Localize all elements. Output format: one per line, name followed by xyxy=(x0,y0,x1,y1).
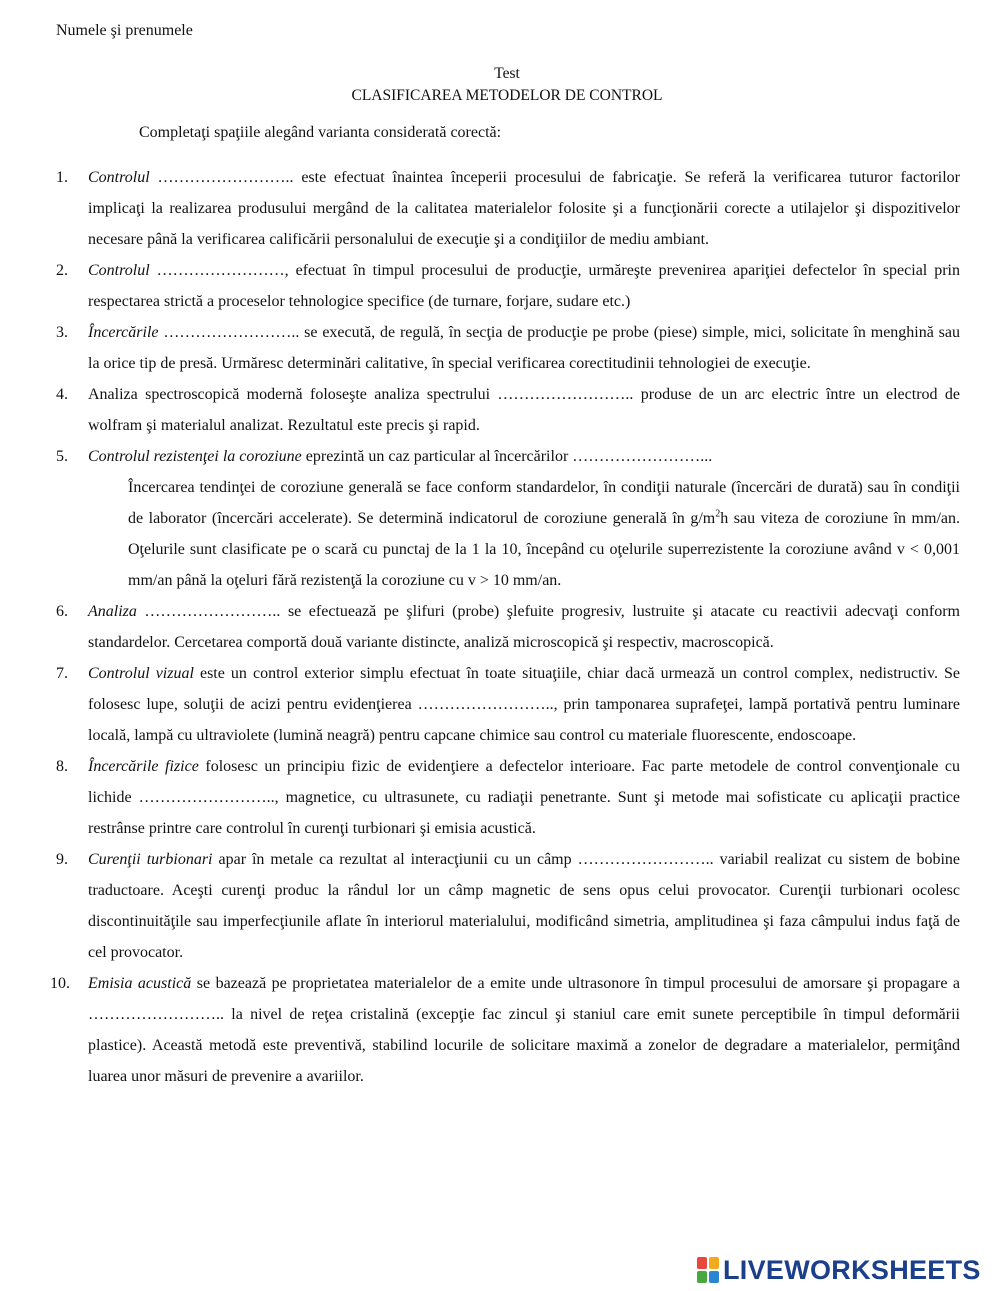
question-lead: Controlul xyxy=(88,169,150,186)
question-text: la nivel de reţea cristalină (excepţie fac zincul şi staniul care emit sunete perceptibile în timpul deformării plastice). Această metodă este preventivă, stabilind locurile de solicitare maximă a zonelor de degradare a materialelor, permiţând luarea unor măsuri de prevenire a avariilor. xyxy=(88,1006,960,1085)
question-2 xyxy=(56,255,960,317)
question-number: 6. xyxy=(56,603,68,620)
question-text: este un control exterior simplu efectuat în toate situaţiile, chiar dacă urmează un control complex, nedistructiv. Se folosesc lupe, soluţii de acizi pentru evidenţierea xyxy=(88,665,960,713)
question-lead: Analiza xyxy=(88,603,137,620)
question-text: se efectuează pe şlifuri (probe) şlefuite progresiv, lustruite şi atacate cu reactivii adecvaţi conform standardelor. Cercetarea comportă două variante distincte, analiză microscopică şi respectiv, macroscopică. xyxy=(88,603,960,651)
question-number: 9. xyxy=(56,851,68,868)
question-lead: Controlul rezistenţei la coroziune xyxy=(88,448,302,465)
question-text: se bazează pe proprietatea materialelor de a emite unde ultrasonore în timpul procesului de amorsare şi propagare a xyxy=(191,975,961,992)
question-text: , efectuat în timpul procesului de producţie, urmăreşte prevenirea apariţiei defectelor în special prin respectarea strictă a proceselor tehnologice specifice (de turnare, forjare, sudare etc.) xyxy=(88,262,960,310)
answer-blank[interactable]: …………………….. xyxy=(157,169,294,186)
question-text: . xyxy=(708,448,713,465)
question-text: eprezintă un caz particular al încercărilor xyxy=(301,448,573,465)
question-text: produse de un arc electric între un electrod de wolfram şi materialul analizat. Rezultatul este precis şi rapid. xyxy=(88,386,961,434)
answer-blank[interactable]: …………………….. xyxy=(88,1006,224,1023)
question-text: se execută, de regulă, în secţia de producţie pe probe (piese) simple, mici, solicitate în menghină sau la orice tip de presă. Urmăresc determinări calitative, în special verificarea corectitudinii tehnologiei de execuţie. xyxy=(88,324,961,372)
question-3 xyxy=(56,317,960,379)
question-9 xyxy=(56,844,960,968)
logo-block xyxy=(697,1257,707,1269)
question-lead: Încercările fizice xyxy=(88,758,199,775)
question-text: variabil realizat cu sistem de bobine traductoare. Aceşti curenţi produc la rândul lor un câmp magnetic de sens opus celui provocator. Curenţii turbionari ocolesc discontinuităţile sau imperfecţiunile aflate în interiorul materialului, modificând simetria, amplitudinea şi faza câmpului indus faţă de cel provocator. xyxy=(88,851,961,961)
question-lead: Controlul vizual xyxy=(88,665,194,682)
question-lead: Emisia acustică xyxy=(88,975,192,992)
question-text: folosesc un principiu fizic de evidenţiere a defectelor interioare. Fac parte metodele de control convenţionale cu lichide xyxy=(88,758,961,806)
question-list xyxy=(50,162,961,1092)
question-5 xyxy=(56,441,960,596)
liveworksheets-logo xyxy=(697,1252,981,1288)
test-subtitle: CLASIFICAREA METODELOR DE CONTROL xyxy=(351,87,663,104)
logo-block xyxy=(697,1271,707,1283)
logo-icon xyxy=(697,1257,719,1283)
logo-text: LIVEWORKSHEETS xyxy=(723,1254,981,1285)
student-name-label: Numele şi prenumele xyxy=(56,22,193,39)
question-number: 3. xyxy=(56,324,68,341)
question-number: 8. xyxy=(56,758,68,775)
question-1 xyxy=(56,162,960,255)
question-5-detail: Încercarea tendinţei de coroziune generală se face conform standardelor, în condiţii naturale (încercări de durată) sau în condiţii de laborator (încercări accelerate). Se determină indicatorul de coroziune generală în $g/m^2h$ sau viteza de coroziune în mm/an. Oţelurile sunt clasificate pe o scară cu punctaj de la 1 la 10, începând cu oţelurile superrezistente la coroziune având v < 0,001 mm/an până la oţeluri fără rezistenţă la coroziune cu v > 10 mm/an. xyxy=(128,479,960,589)
question-8 xyxy=(56,751,960,844)
answer-blank[interactable]: …………………….. xyxy=(577,851,714,868)
answer-blank[interactable]: …………………….. xyxy=(497,386,634,403)
question-number: 2. xyxy=(56,262,68,279)
question-number: 5. xyxy=(56,448,68,465)
question-number: 4. xyxy=(56,386,68,403)
question-text: apar în metale ca rezultat al interacţiunii cu un câmp xyxy=(212,851,578,868)
question-text: , magnetice, cu ultrasunete, cu radiaţii penetrante. Sunt şi metode mai sofisticate cu aplicaţii practice restrânse printre care controlul în curenţi turbionari şi emisia acustică. xyxy=(88,789,960,837)
logo-block xyxy=(709,1257,719,1269)
question-lead: Curenţii turbionari xyxy=(88,851,213,868)
test-title: Test xyxy=(494,65,520,82)
question-lead: Încercările xyxy=(88,324,159,341)
question-7 xyxy=(56,658,960,751)
question-number: 10. xyxy=(50,975,70,992)
answer-blank[interactable]: …………………….. xyxy=(417,696,554,713)
question-number: 7. xyxy=(56,665,68,682)
question-number: 1. xyxy=(56,169,68,186)
question-6 xyxy=(56,596,960,658)
question-lead: Controlul xyxy=(88,262,150,279)
question-10 xyxy=(50,968,961,1092)
answer-blank[interactable]: …………………….. xyxy=(144,603,281,620)
answer-blank[interactable]: …………………….. xyxy=(163,324,300,341)
answer-blank[interactable]: …………………….. xyxy=(572,448,709,465)
instruction: Completaţi spaţiile alegând varianta considerată corectă: xyxy=(139,124,502,141)
question-text: , prin tamponarea suprafeţei, lampă portativă pentru luminare locală, lampă cu ultraviolete (lumină neagră) pentru capcane chimice sau control cu materiale fluorescente, endoscoape. xyxy=(88,696,960,744)
question-text: este efectuat înaintea începerii procesului de fabricaţie. Se referă la verificarea tuturor factorilor implicaţi la realizarea produsului mergând de la calitatea materialelor folosite şi a funcţionării corecte a utilajelor şi dispozitivelor necesare până la verificarea calificării personalului de execuţie şi a condiţiilor de mediu ambiant. xyxy=(88,169,960,248)
answer-blank[interactable]: …………………….. xyxy=(138,789,275,806)
question-4 xyxy=(56,379,960,441)
answer-blank[interactable]: …………………… xyxy=(156,262,285,279)
question-text: Analiza spectroscopică modernă foloseşte analiza spectrului xyxy=(88,386,498,403)
logo-block xyxy=(709,1271,719,1283)
